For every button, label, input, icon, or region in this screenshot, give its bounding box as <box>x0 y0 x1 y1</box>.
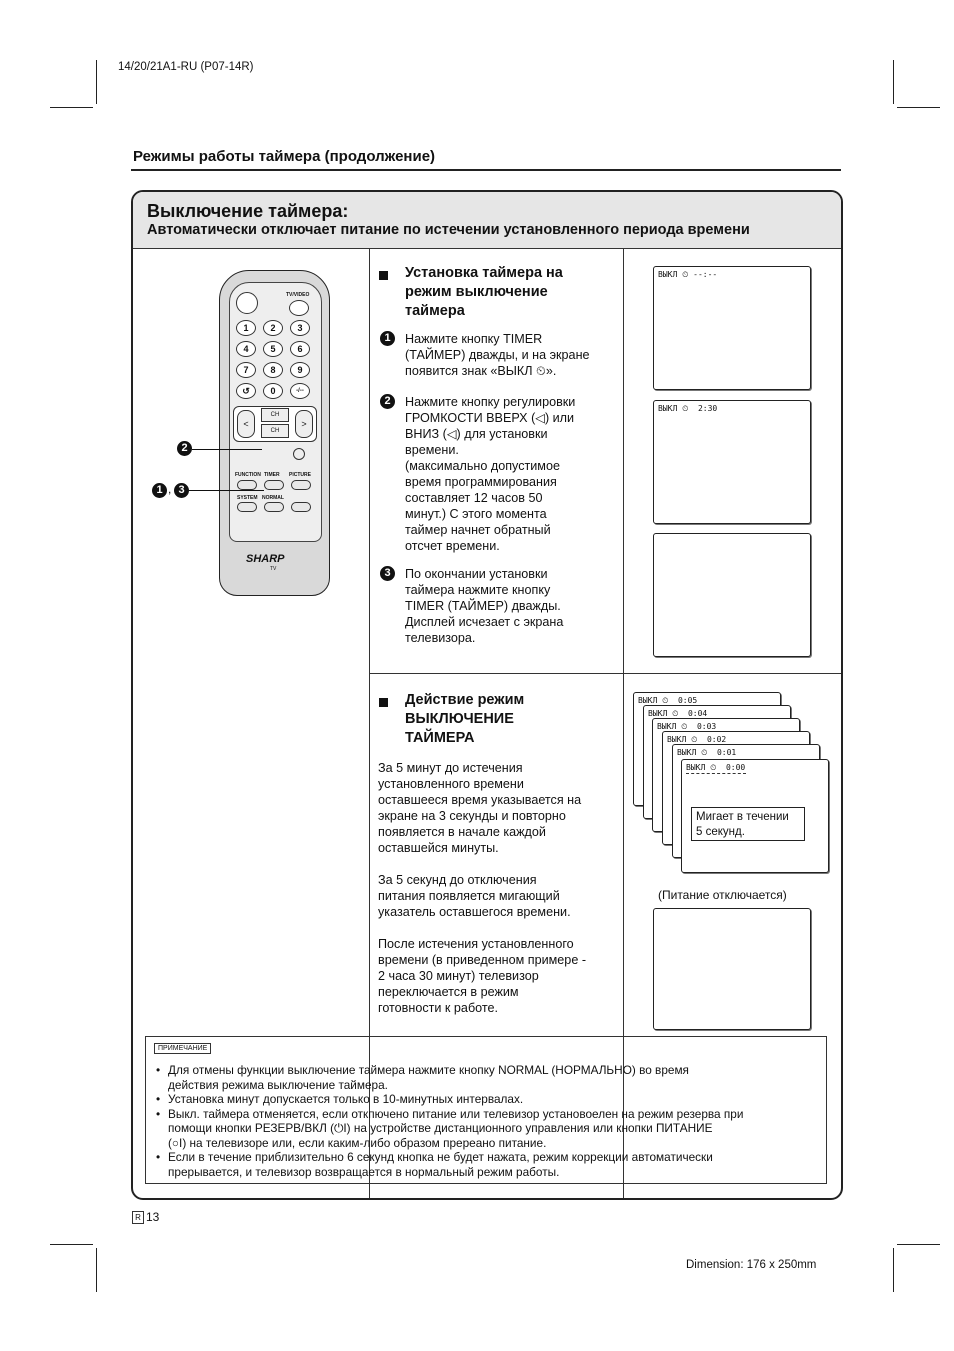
digit-button[interactable]: 2 <box>263 320 283 336</box>
note-item: • Если в течение приблизительно 6 секунд кнопка не будет нажата, режим коррекции автоматически прерывается, и телевизор возвращается в нормальный режим работы. <box>156 1150 816 1179</box>
crop-mark <box>897 107 940 108</box>
volume-up-button[interactable]: > <box>295 410 313 438</box>
dash-button[interactable]: -/-- <box>290 383 310 399</box>
tv-screen-3 <box>653 533 811 657</box>
action-para-2: За 5 секунд до отключения питания появляется мигающий указатель оставшегося времени. <box>378 873 571 919</box>
action-para-3: После истечения установленного времени (в приведенном примере - 2 часа 30 минут) телевизор переключается в режим готовности к работе. <box>378 937 587 1015</box>
note-box <box>145 1036 827 1184</box>
stack-screen: ВЫКЛ ⏲ 0:01 <box>672 744 820 858</box>
document-code: 14/20/21A1-RU (P07-14R) <box>118 61 254 73</box>
volume-down-button[interactable]: < <box>237 410 255 438</box>
step-3-number: 3 <box>380 566 395 581</box>
callout-line <box>189 490 264 491</box>
callout-separator: , <box>168 482 172 496</box>
stack-screen: ВЫКЛ ⏲ 0:03 <box>652 718 800 832</box>
step-1-number: 1 <box>380 331 395 346</box>
tv-label: TV <box>270 566 277 572</box>
tvvideo-label: TV/VIDEO <box>286 292 310 298</box>
crop-mark <box>96 60 97 104</box>
channel-up-button[interactable]: CH <box>261 408 289 422</box>
stack-screen: ВЫКЛ ⏲ 0:00 <box>681 759 829 873</box>
bullet-square <box>379 271 388 280</box>
digit-button[interactable]: 5 <box>263 341 283 357</box>
tvvideo-button[interactable] <box>289 300 309 316</box>
flashback-button[interactable]: ↺ <box>236 383 256 399</box>
step-2-number: 2 <box>380 394 395 409</box>
bullet-square <box>379 698 388 707</box>
digit-button[interactable]: 4 <box>236 341 256 357</box>
digit-button[interactable]: 8 <box>263 362 283 378</box>
function-button[interactable] <box>237 480 257 490</box>
note-item: • Выкл. таймера отменяется, если откпючено питание или телевизор установоелен на режим резерва при помощи кнопки РЕЗЕРВ/ВКЛ (⏻I) на устройстве дистанционного управления или кнопки ПИТАНИЕ (○I) на телевизоре или, если каким-либо образом прерeaно питание. <box>156 1107 816 1151</box>
screen-2-text: ВЫКЛ ⏲ 2:30 <box>658 404 718 413</box>
digit-button[interactable]: 7 <box>236 362 256 378</box>
stack-screen: ВЫКЛ ⏲ 0:04 <box>643 705 791 819</box>
mute-button[interactable] <box>293 448 305 460</box>
panel-title: Выключение таймера: <box>147 201 349 221</box>
note-list <box>156 1063 816 1179</box>
stack-screen: ВЫКЛ ⏲ 0:02 <box>662 731 810 845</box>
step-2-text: Нажмите кнопку регулировки ГРОМКОСТИ ВВЕРХ (◁) или ВНИЗ (◁) для установки времени. (максимально допустимое время программирования составляет 12 часов 50 минут.) С этого момента таймер начнет обратный отсчет времени. <box>405 395 576 553</box>
channel-down-button[interactable]: CH <box>261 424 289 438</box>
crop-mark <box>96 1248 97 1292</box>
digit-button[interactable]: 6 <box>290 341 310 357</box>
digit-button[interactable]: 0 <box>263 383 283 399</box>
crop-mark <box>50 107 93 108</box>
crop-mark <box>897 1244 940 1245</box>
digit-button[interactable]: 9 <box>290 362 310 378</box>
power-off-label: (Питание отключается) <box>658 888 787 902</box>
tv-screen-2 <box>653 400 811 524</box>
dimension-text: Dimension: 176 x 250mm <box>686 1259 817 1271</box>
action-heading: Действие режим ВЫКЛЮЧЕНИЕ ТАЙМЕРА <box>405 692 525 746</box>
note-item: • Для отмены функции выключение таймера нажмите кнопку NORMAL (НОРМАЛЬНО) во время действия режима выключение таймера. <box>156 1063 816 1092</box>
teletext-button[interactable] <box>291 502 311 512</box>
timer-label: TIMER <box>264 472 280 478</box>
crop-mark <box>893 60 894 104</box>
tv-screen-off <box>653 908 811 1030</box>
step-3-text: По окончании установки таймера нажмите кнопку TIMER (ТАЙМЕР) дважды. Дисплей исчезает с экрана телевизора. <box>405 567 564 645</box>
crop-mark <box>50 1244 93 1245</box>
panel-subtitle: Автоматически отключает питание по истечении установленного периода времени <box>147 222 750 238</box>
tv-screen-1 <box>653 266 811 390</box>
picture-label: PICTURE <box>289 472 311 478</box>
function-label: FUNCTION <box>235 472 261 478</box>
region-badge: R <box>132 1211 144 1224</box>
panel-header <box>133 192 841 249</box>
action-para-1: За 5 минут до истечения установленного времени оставшееся время указывается на экране на 3 секунды и повторно появляется в начале каждой оставшейся минуты. <box>378 761 582 855</box>
normal-button[interactable] <box>264 502 284 512</box>
crop-mark <box>893 1248 894 1292</box>
brand-logo: SHARP <box>246 553 285 565</box>
page-number: 13 <box>146 1210 160 1224</box>
note-item: • Установка минут допускается только в 10-минутных интервалах. <box>156 1092 816 1107</box>
row-divider <box>369 673 841 674</box>
callout-line <box>192 449 262 450</box>
normal-label: NORMAL <box>262 495 284 501</box>
digit-button[interactable]: 1 <box>236 320 256 336</box>
callout-1: 1 <box>152 483 167 498</box>
section-rule <box>131 169 841 171</box>
blink-note-box: Мигает в течении 5 секунд. <box>691 807 805 841</box>
screen-1-text: ВЫКЛ ⏲ --:-- <box>658 270 718 279</box>
power-button[interactable] <box>236 292 258 314</box>
setup-heading: Установка таймера на режим выключение таймера <box>405 265 563 319</box>
system-label: SYSTEM <box>237 495 258 501</box>
picture-button[interactable] <box>291 480 311 490</box>
step-1-text: Нажмите кнопку TIMER (ТАЙМЕР) дважды, и на экране появится знак «ВЫКЛ ⏲». <box>405 332 590 378</box>
section-title: Режимы работы таймера (продолжение) <box>133 148 436 165</box>
stack-screen: ВЫКЛ ⏲ 0:05 <box>633 692 781 806</box>
callout-3: 3 <box>174 483 189 498</box>
note-tag: ПРИМЕЧАНИЕ <box>154 1043 211 1054</box>
blink-indicator <box>686 773 746 777</box>
timer-button[interactable] <box>264 480 284 490</box>
callout-2: 2 <box>177 441 192 456</box>
remote-control <box>219 270 330 596</box>
system-button[interactable] <box>237 502 257 512</box>
digit-button[interactable]: 3 <box>290 320 310 336</box>
